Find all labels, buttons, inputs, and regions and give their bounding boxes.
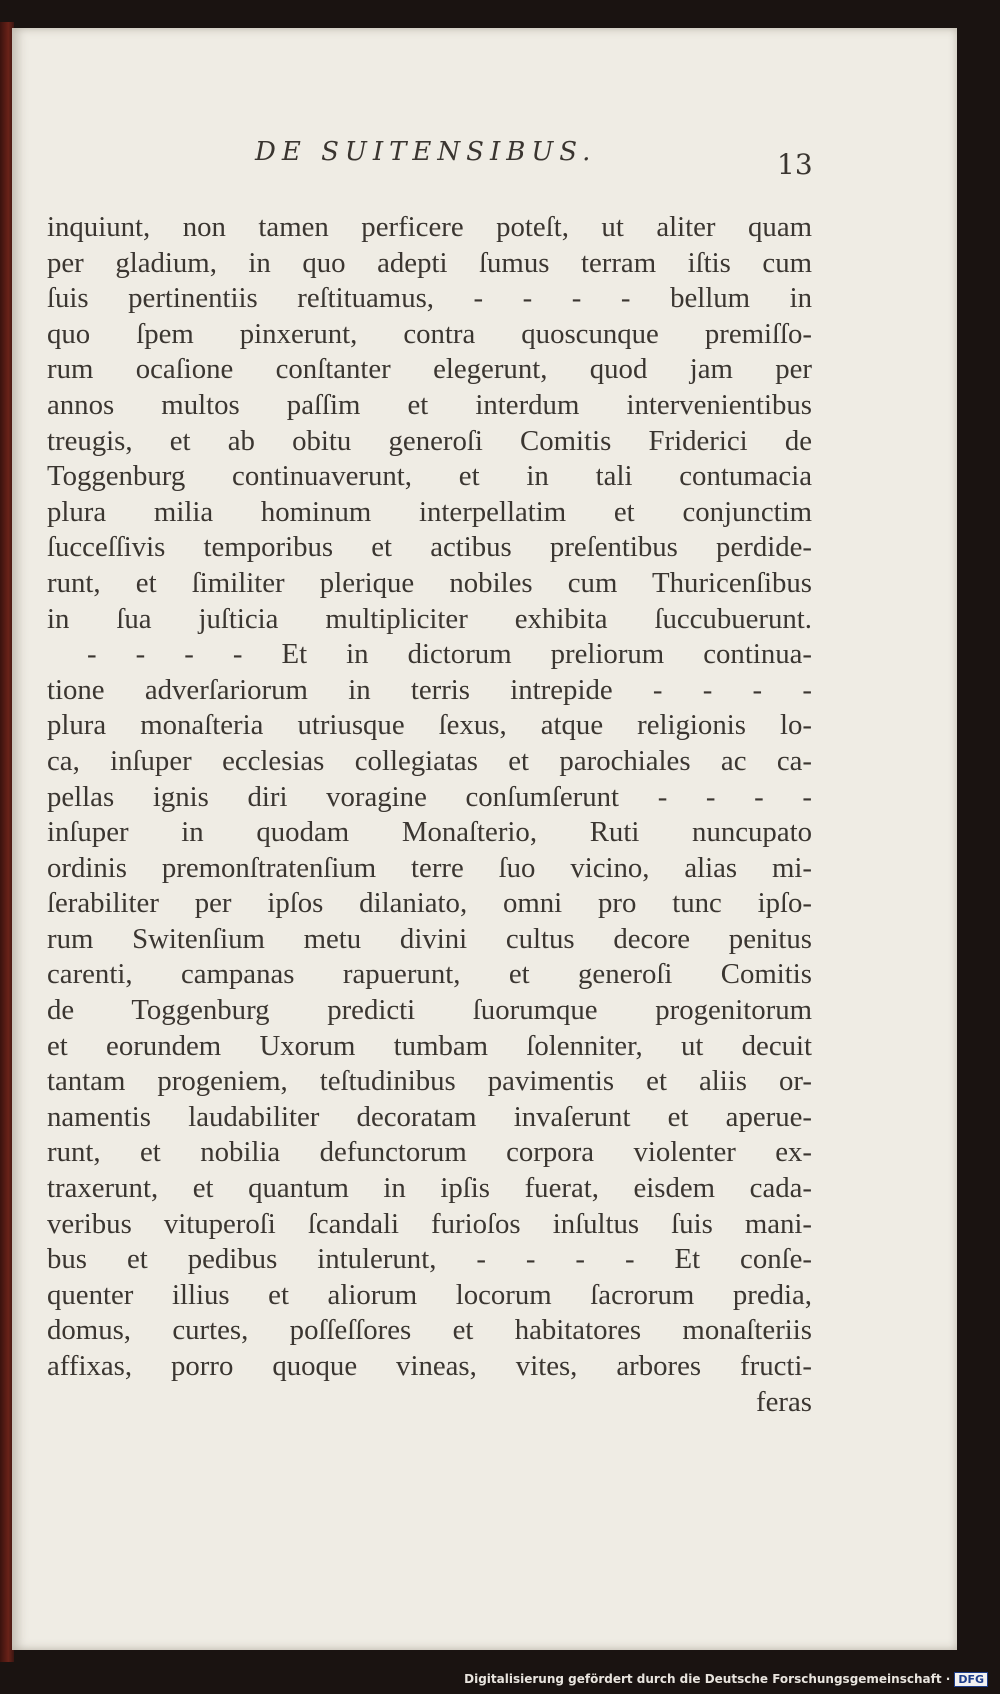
text-line: ca, inſuper ecclesias collegiatas et parochiales ac ca- bbox=[47, 744, 812, 777]
credit-text: Digitalisierung gefördert durch die Deutsche Forschungsgemeinschaft · bbox=[464, 1672, 951, 1686]
page-number: 13 bbox=[777, 148, 813, 181]
dfg-logo: DFG bbox=[954, 1672, 988, 1687]
text-line: tione adverſariorum in terris intrepide - - - - bbox=[47, 673, 812, 706]
text-line: ſerabiliter per ipſos dilaniato, omni pro tunc ipſo- bbox=[47, 887, 812, 920]
text-line: per gladium, in quo adepti ſumus terram iſtis cum bbox=[47, 246, 812, 279]
text-line: rum Switenſium metu divini cultus decore penitus bbox=[47, 922, 812, 955]
text-line: domus, curtes, poſſeſſores et habitatores monaſteriis bbox=[47, 1314, 812, 1347]
text-line: runt, et ſimiliter plerique nobiles cum Thuricenſibus bbox=[47, 566, 812, 599]
text-line: tantam progeniem, teſtudinibus pavimentis et aliis or- bbox=[47, 1065, 812, 1098]
text-line: ſuis pertinentiis reſtituamus, - - - - bellum in bbox=[47, 282, 812, 315]
text-line: rum ocaſione conſtanter elegerunt, quod jam per bbox=[47, 353, 812, 386]
text-line: carenti, campanas rapuerunt, et generoſi Comitis bbox=[47, 958, 812, 991]
running-title: DE SUITENSIBUS. bbox=[255, 137, 597, 167]
text-line: - - - - Et in dictorum preliorum continua- bbox=[87, 638, 812, 671]
text-line: quenter illius et aliorum locorum ſacrorum predia, bbox=[47, 1278, 812, 1311]
digitization-credit bbox=[0, 1672, 988, 1687]
text-line: treugis, et ab obitu generoſi Comitis Friderici de bbox=[47, 424, 812, 457]
text-line: inquiunt, non tamen perficere poteſt, ut aliter quam bbox=[47, 211, 812, 243]
text-line: pellas ignis diri voragine conſumſerunt - - - - bbox=[47, 780, 812, 813]
text-line: annos multos paſſim et interdum intervenientibus bbox=[47, 388, 812, 421]
text-line: et eorundem Uxorum tumbam ſolenniter, ut decuit bbox=[47, 1029, 812, 1062]
text-line: ſucceſſivis temporibus et actibus preſentibus perdide- bbox=[47, 531, 812, 564]
text-line: inſuper in quodam Monaſterio, Ruti nuncupato bbox=[47, 816, 812, 849]
text-line: de Toggenburg predicti ſuorumque progenitorum bbox=[47, 994, 812, 1027]
catchword: feras bbox=[756, 1385, 812, 1418]
text-line: runt, et nobilia defunctorum corpora violenter ex- bbox=[47, 1136, 812, 1169]
text-line: traxerunt, et quantum in ipſis fuerat, eisdem cada- bbox=[47, 1172, 812, 1205]
text-line: ordinis premonſtratenſium terre ſuo vicino, alias mi- bbox=[47, 851, 812, 884]
text-line: plura milia hominum interpellatim et conjunctim bbox=[47, 495, 812, 528]
body-text bbox=[47, 210, 812, 1420]
text-line: namentis laudabiliter decoratam invaſerunt et aperue- bbox=[47, 1100, 812, 1133]
text-line: Toggenburg continuaverunt, et in tali contumacia bbox=[47, 460, 812, 493]
text-line: in ſua juſticia multipliciter exhibita ſuccubuerunt. bbox=[47, 602, 812, 635]
text-line: veribus vituperoſi ſcandali furioſos inſultus ſuis mani- bbox=[47, 1207, 812, 1240]
text-line: quo ſpem pinxerunt, contra quoscunque premiſſo- bbox=[47, 317, 812, 350]
text-line: plura monaſteria utriusque ſexus, atque religionis lo- bbox=[47, 709, 812, 742]
text-line: bus et pedibus intulerunt, - - - - Et conſe- bbox=[47, 1243, 812, 1276]
text-line: affixas, porro quoque vineas, vites, arbores fructi- bbox=[47, 1350, 812, 1382]
